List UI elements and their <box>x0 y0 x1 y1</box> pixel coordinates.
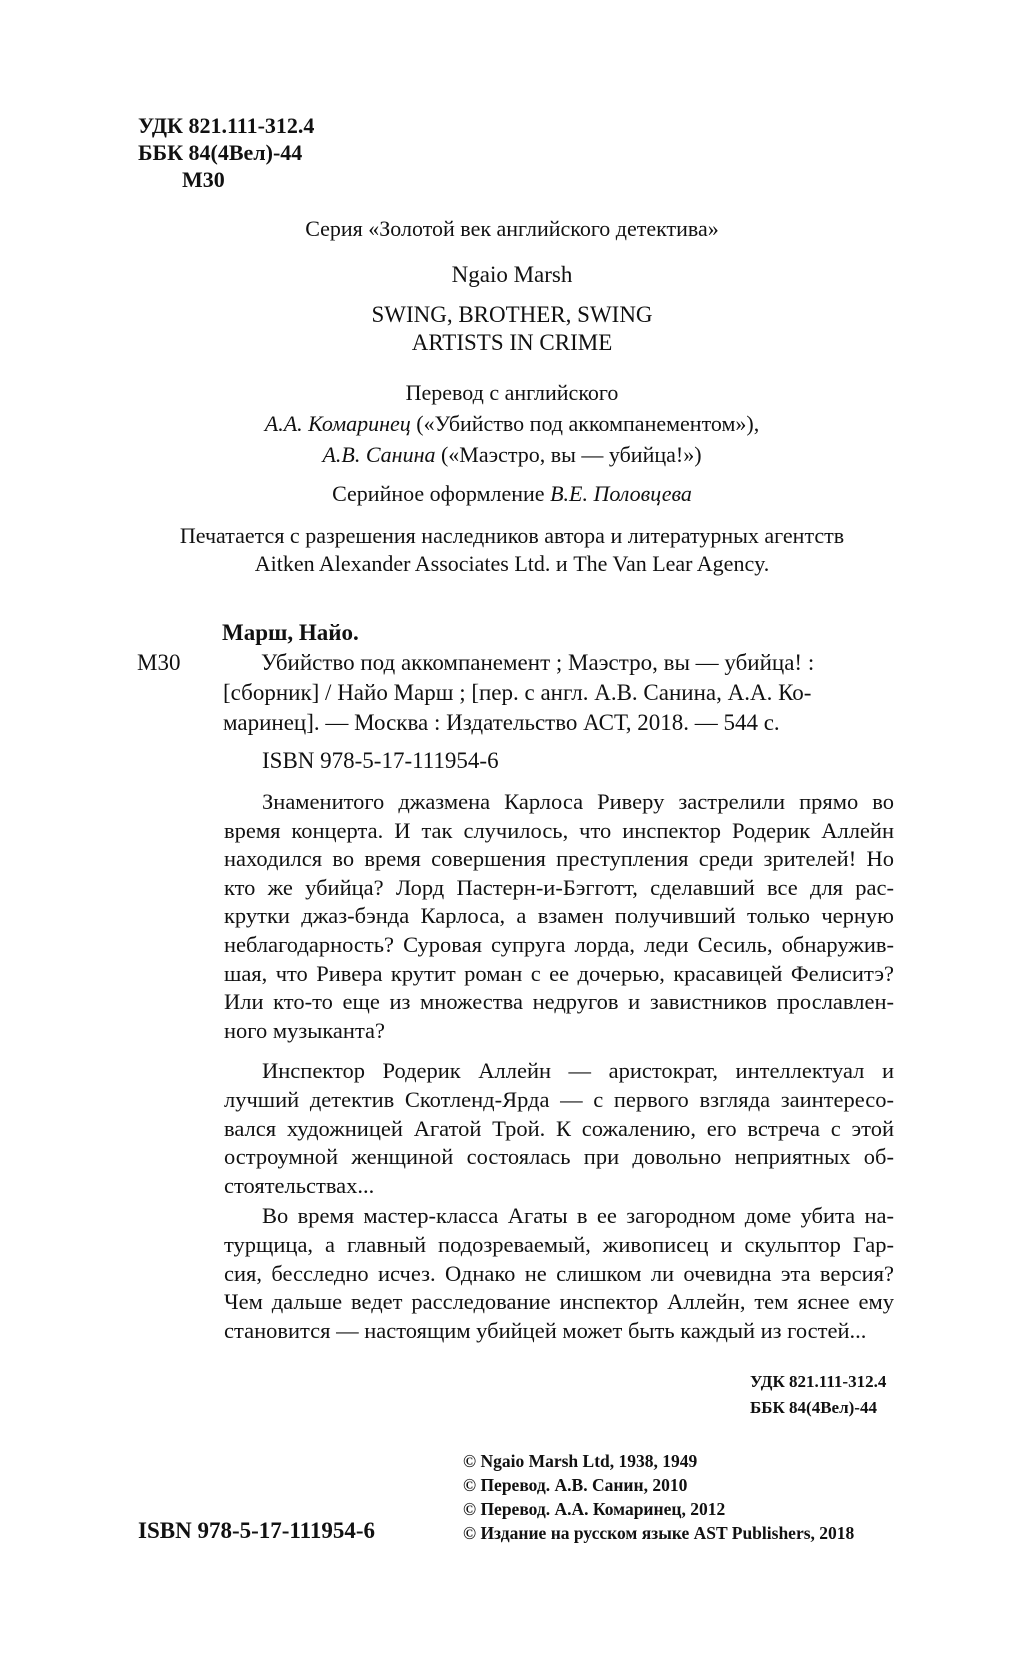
translated-work: («Маэстро, вы — убийца!») <box>435 442 702 467</box>
original-title: ARTISTS IN CRIME <box>411 330 613 355</box>
footer-isbn: ISBN 978-5-17-111954-6 <box>138 1518 376 1544</box>
annotation-line: становится — настоящим убийцей может быть каждый из гостей... <box>224 1317 867 1343</box>
annotation-line: Или кто-то еще из множества недругов и завистников прославлен- <box>224 989 894 1015</box>
bib-author: Марш, Найо. <box>222 620 359 645</box>
permission-line: Aitken Alexander Associates Ltd. и The Van Lear Agency. <box>254 551 770 576</box>
annotation-line: кто же убийца? Лорд Пастерн-и-Бэгготт, сделавший все для рас- <box>224 874 894 900</box>
series-title: Серия «Золотой век английского детектива» <box>305 216 719 241</box>
annotation-line: шая, что Ривера крутит роман с ее дочерью, красавицей Фелиситэ? <box>224 960 894 986</box>
bib-row <box>0 648 1024 738</box>
original-author: Ngaio Marsh <box>451 262 573 287</box>
original-titles <box>0 301 1024 357</box>
annotation-paragraph <box>224 1202 894 1345</box>
annotation-line: Знаменитого джазмена Карлоса Риверу застрелили прямо во <box>262 789 894 814</box>
copyright-line: © Издание на русском языке AST Publishers, 2018 <box>463 1523 855 1544</box>
bib-line: [сборник] / Найо Марш ; [пер. с англ. А.В. Санина, А.А. Ко- <box>223 680 812 705</box>
footer-bbk-code: ББК 84(4Вел)-44 <box>750 1398 877 1418</box>
annotation-line: крутки джаз-бэнда Карлоса, а взамен получивший только черную <box>224 903 894 929</box>
footer-classification-codes <box>750 1369 1024 1421</box>
annotation-line: турщица, а главный подозреваемый, живописец и скульптор Гар- <box>224 1231 894 1257</box>
bib-description <box>223 648 814 738</box>
copyright-block <box>463 1449 854 1545</box>
design-label: Серийное оформление <box>332 481 551 506</box>
copyright-line: © Перевод. А.А. Комаринец, 2012 <box>463 1499 726 1520</box>
classification-codes <box>138 112 1024 193</box>
translator-credit <box>0 408 1024 439</box>
bibliographic-record <box>0 618 1024 776</box>
footer-row <box>0 1449 1024 1545</box>
bbk-code: ББК 84(4Вел)-44 <box>138 140 303 165</box>
translation-heading: Перевод с английского <box>405 380 619 405</box>
permission-line: Печатается с разрешения наследников автора и литературных агентств <box>179 523 845 548</box>
annotation-line: Инспектор Родерик Аллейн — аристократ, интеллектуал и <box>262 1058 894 1084</box>
footer-udk-code: УДК 821.111-312.4 <box>750 1372 887 1392</box>
permission-notice <box>0 522 1024 578</box>
annotation-line: стоятельствах... <box>224 1172 375 1198</box>
bib-author-mark: М30 <box>137 650 181 675</box>
annotation-line: ного музыканта? <box>224 1017 386 1043</box>
translator-name: А.В. Санина <box>322 442 436 467</box>
translation-credits <box>0 377 1024 470</box>
annotation-line: вался художницей Агатой Трой. К сожалению, его встреча с этой <box>224 1115 894 1141</box>
original-title: SWING, BROTHER, SWING <box>371 302 653 327</box>
annotation-line: остроумной женщиной состоялась при довольно неприятных об- <box>224 1144 894 1170</box>
copyright-line: © Перевод. А.В. Санин, 2010 <box>463 1475 688 1496</box>
annotation-paragraph <box>224 788 894 1045</box>
annotation-line: неблагодарность? Суровая супруга лорда, леди Сесиль, обнаружив- <box>224 931 894 957</box>
annotation-line: находился во время совершения преступления среди зрителей! Но <box>224 846 894 872</box>
bib-line: маринец]. — Москва : Издательство АСТ, 2018. — 544 с. <box>223 710 780 735</box>
annotation-line: Во время мастер-класса Агаты в ее загородном доме убита на- <box>262 1203 894 1229</box>
annotation-line: сия, бесследно исчез. Однако не слишком ли очевидна эта версия? <box>224 1260 894 1286</box>
translator-name: А.А. Комаринец <box>264 411 411 436</box>
annotation-line: время концерта. И так случилось, что инспектор Родерик Аллейн <box>224 817 894 843</box>
design-credit <box>0 480 1024 508</box>
bib-line: Убийство под аккомпанемент ; Маэстро, вы — убийца! : <box>261 650 815 675</box>
udk-code: УДК 821.111-312.4 <box>138 113 315 138</box>
author-mark: М30 <box>182 167 225 192</box>
annotation-paragraph <box>224 1057 894 1200</box>
bib-isbn: ISBN 978-5-17-111954-6 <box>262 748 499 773</box>
copyright-line: © Ngaio Marsh Ltd, 1938, 1949 <box>463 1451 698 1472</box>
annotation-line: Чем дальше ведет расследование инспектор Аллейн, тем яснее ему <box>224 1289 894 1315</box>
translated-work: («Убийство под аккомпанементом»), <box>410 411 760 436</box>
designer-name: В.Е. Половцева <box>550 481 692 506</box>
annotation-line: лучший детектив Скотленд-Ярда — с первого взгляда заинтересо- <box>224 1086 894 1112</box>
translator-credit <box>0 439 1024 470</box>
